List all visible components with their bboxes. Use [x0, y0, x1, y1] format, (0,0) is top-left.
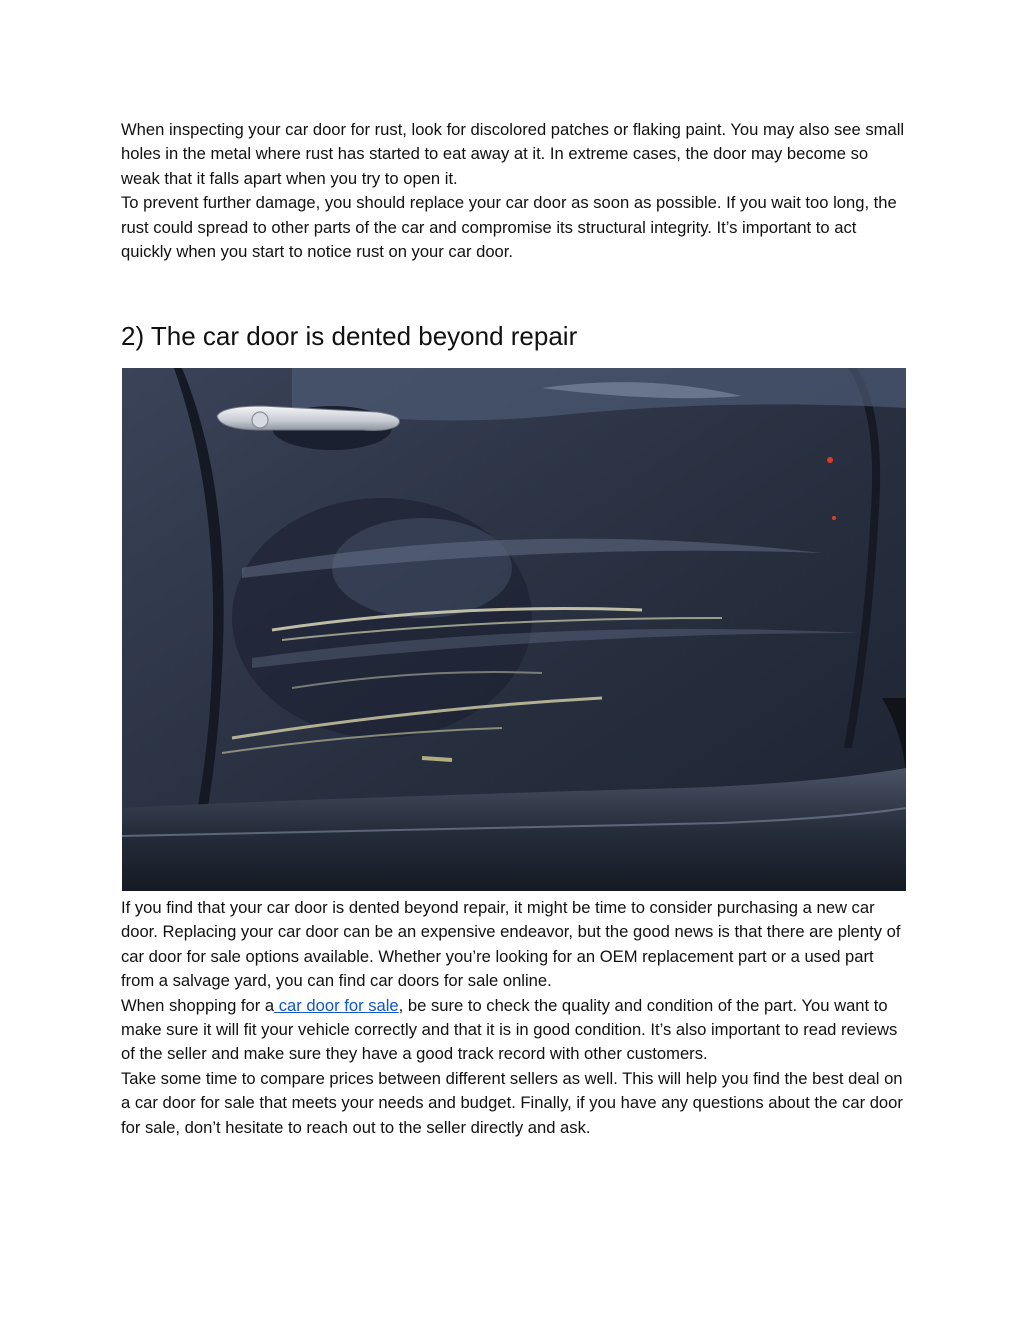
document-content	[121, 118, 906, 1137]
body-paragraph-2-rest: , be sure to check the quality and condition of the part. You want to make sure it will fit your vehicle correctly and that it is in good condition. It’s also important to read reviews of the seller and make sure they have a good track record with other customers.	[121, 995, 898, 1064]
dented-car-door-photo	[122, 368, 906, 891]
body-paragraph-2-lead: When shopping for a	[121, 995, 275, 1015]
body-paragraph-2	[121, 994, 906, 1067]
body-paragraph-1: If you find that your car door is dented beyond repair, it might be time to consider purchasing a new car door. Replacing your car door can be an expensive endeavor, but the good news is that there are plenty of car door for sale options available. Whether you’re looking for an OEM replacement part or a used part from a salvage yard, you can find car doors for sale online.	[121, 898, 901, 991]
body-paragraph-3: Take some time to compare prices between different sellers as well. This will help you find the best deal on a car door for sale that meets your needs and budget. Finally, if you have any questions about the car door for sale, don’t hesitate to reach out to the seller directly and ask.	[121, 1068, 903, 1137]
body-text	[121, 896, 906, 1140]
intro-paragraph-2: To prevent further damage, you should replace your car door as soon as possible. If you wait too long, the rust could spread to other parts of the car and compromise its structural integrity. It’s important to act quickly when you start to notice rust on your car door.	[121, 193, 897, 262]
intro-paragraph-1: When inspecting your car door for rust, look for discolored patches or flaking paint. You may also see small holes in the metal where rust has started to eat away at it. In extreme cases, the door may become so weak that it falls apart when you try to open it.	[121, 120, 905, 188]
car-door-for-sale-link[interactable]: car door for sale	[274, 995, 399, 1015]
section-heading: 2) The car door is dented beyond repair	[121, 321, 578, 351]
